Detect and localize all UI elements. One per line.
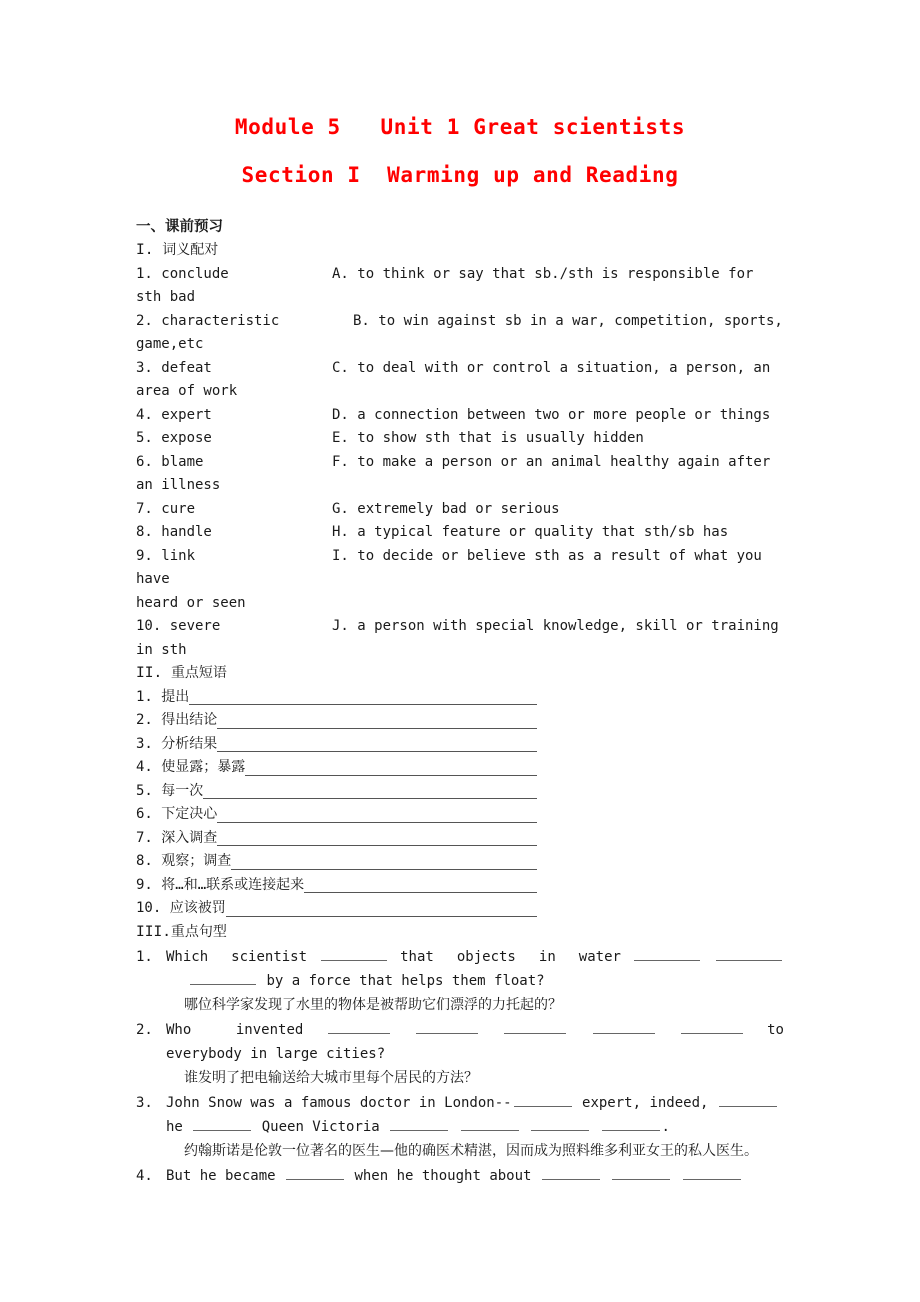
- matching-row: [136, 615, 784, 639]
- sentence-chinese: 哪位科学家发现了水里的物体是被帮助它们漂浮的力托起的？: [184, 997, 562, 1013]
- phrase-row: [136, 756, 537, 780]
- matching-definition-continuation: in sth: [136, 641, 187, 658]
- answer-blank[interactable]: [531, 1117, 589, 1131]
- sentence-item: [136, 945, 784, 1017]
- subsection-number-2: II.: [136, 665, 163, 681]
- phrase-label: 3. 分析结果: [136, 735, 218, 752]
- matching-term[interactable]: 4. expert: [136, 406, 212, 423]
- phrase-row: [136, 874, 537, 898]
- phrase-answer-blank[interactable]: [189, 704, 537, 705]
- phrase-answer-blank[interactable]: [245, 775, 537, 776]
- answer-blank[interactable]: [593, 1020, 655, 1034]
- phrase-exercise: [136, 686, 784, 921]
- phrase-answer-blank[interactable]: [217, 751, 537, 752]
- answer-blank[interactable]: [321, 947, 387, 961]
- subsection-heading-sentences: [136, 921, 784, 945]
- matching-definition-continuation: heard or seen: [136, 594, 246, 611]
- matching-term[interactable]: 2. characteristic: [136, 312, 280, 329]
- sentence-english-line[interactable]: by a force that helps them float?: [166, 969, 784, 993]
- matching-definition[interactable]: D. a connection between two or more people or things: [332, 406, 771, 423]
- phrase-label: 1. 提出: [136, 688, 190, 705]
- sentence-number: 2.: [136, 1022, 153, 1038]
- matching-exercise: [136, 263, 784, 663]
- sentence-number: 3.: [136, 1095, 153, 1111]
- answer-blank[interactable]: [683, 1166, 741, 1180]
- phrase-answer-blank[interactable]: [203, 798, 537, 799]
- matching-row: [136, 498, 784, 522]
- answer-blank[interactable]: [504, 1020, 566, 1034]
- subsection-label-1: 词义配对: [162, 242, 219, 258]
- matching-definition[interactable]: J. a person with special knowledge, skill or training: [332, 618, 779, 634]
- page-subtitle: Section I Warming up and Reading: [241, 163, 679, 187]
- answer-blank[interactable]: [193, 1117, 251, 1131]
- answer-blank[interactable]: [681, 1020, 743, 1034]
- phrase-answer-blank[interactable]: [217, 822, 537, 823]
- phrase-answer-blank[interactable]: [304, 892, 537, 893]
- phrase-row: [136, 709, 537, 733]
- matching-term[interactable]: 1. conclude: [136, 265, 229, 282]
- sentence-item: [136, 1164, 784, 1188]
- matching-definition[interactable]: F. to make a person or an animal healthy again after: [332, 453, 771, 470]
- matching-term[interactable]: 6. blame: [136, 453, 204, 470]
- matching-term[interactable]: 7. cure: [136, 500, 196, 517]
- phrase-row: [136, 686, 537, 710]
- matching-definition[interactable]: E. to show sth that is usually hidden: [332, 430, 644, 446]
- matching-term[interactable]: 8. handle: [136, 524, 212, 540]
- sentence-english-line[interactable]: everybody in large cities?: [166, 1046, 386, 1062]
- matching-row: [136, 357, 784, 381]
- sentence-english-line[interactable]: Which scientist that objects in water: [166, 945, 784, 969]
- matching-row: [136, 263, 784, 310]
- matching-row: [136, 427, 784, 451]
- phrase-label: 9. 将…和…联系或连接起来: [136, 876, 305, 893]
- matching-definition[interactable]: I. to decide or believe sth as a result of what you have: [136, 547, 762, 587]
- answer-blank[interactable]: [461, 1117, 519, 1131]
- phrase-label: 7. 深入调查: [136, 829, 218, 846]
- document-body: [136, 0, 784, 1188]
- matching-definition[interactable]: H. a typical feature or quality that sth/sb has: [332, 524, 729, 540]
- phrase-row: [136, 897, 537, 921]
- answer-blank[interactable]: [634, 947, 700, 961]
- answer-blank[interactable]: [190, 971, 256, 985]
- sentence-item: [136, 1018, 784, 1090]
- matching-definition-continuation: an illness: [136, 477, 221, 493]
- answer-blank[interactable]: [514, 1093, 572, 1107]
- matching-term[interactable]: 3. defeat: [136, 359, 212, 376]
- phrase-row: [136, 827, 537, 851]
- matching-term[interactable]: 5. expose: [136, 430, 212, 446]
- phrase-label: 2. 得出结论: [136, 712, 218, 728]
- section-heading-preview: 一、课前预习: [136, 219, 223, 235]
- phrase-row: [136, 780, 537, 804]
- title-block: [136, 0, 784, 190]
- phrase-answer-blank[interactable]: [226, 916, 537, 917]
- subsection-number-1: I.: [136, 242, 154, 258]
- matching-definition[interactable]: B. to win against sb in a war, competition, sports,: [353, 312, 783, 329]
- answer-blank[interactable]: [286, 1166, 344, 1180]
- matching-term[interactable]: 10. severe: [136, 618, 221, 634]
- answer-blank[interactable]: [328, 1020, 390, 1034]
- sentence-english-line[interactable]: Who invented to: [166, 1022, 784, 1038]
- matching-row: [136, 404, 784, 428]
- subsection-label-2: 重点短语: [170, 665, 227, 681]
- answer-blank[interactable]: [719, 1093, 777, 1107]
- subsection-heading-matching: [136, 239, 784, 263]
- answer-blank[interactable]: [542, 1166, 600, 1180]
- answer-blank[interactable]: [612, 1166, 670, 1180]
- matching-row: [136, 521, 784, 545]
- sentence-number: 4.: [136, 1168, 153, 1184]
- sentence-english-line[interactable]: But he became when he thought about: [166, 1164, 784, 1188]
- phrase-row: [136, 850, 537, 874]
- matching-row: [136, 545, 784, 592]
- sentence-chinese: 约翰斯诺是伦敦一位著名的医生—他的确医术精湛，因而成为照料维多利亚女王的私人医生。: [184, 1143, 758, 1159]
- answer-blank[interactable]: [416, 1020, 478, 1034]
- subsection-number-3: III.: [136, 923, 171, 940]
- phrase-row: [136, 733, 537, 757]
- matching-definition[interactable]: A. to think or say that sb./sth is responsible for sth bad: [136, 265, 754, 305]
- matching-row: [136, 310, 784, 334]
- sentence-english-line[interactable]: he Queen Victoria .: [166, 1119, 670, 1135]
- phrase-answer-blank[interactable]: [217, 845, 537, 846]
- sentence-number: 1.: [136, 949, 153, 965]
- matching-term[interactable]: 9. link: [136, 547, 196, 564]
- phrase-label: 8. 观察；调查: [136, 853, 232, 869]
- phrase-row: [136, 803, 537, 827]
- answer-blank[interactable]: [716, 947, 782, 961]
- sentence-item: [136, 1091, 784, 1163]
- matching-row: [136, 451, 784, 475]
- phrase-label: 10. 应该被罚: [136, 900, 226, 916]
- phrase-answer-blank[interactable]: [217, 728, 537, 729]
- page-title: Module 5 Unit 1 Great scientists: [234, 115, 686, 139]
- phrase-answer-blank[interactable]: [231, 869, 537, 870]
- matching-definition[interactable]: G. extremely bad or serious: [332, 500, 560, 517]
- phrase-label: 6. 下定决心: [136, 806, 218, 822]
- subsection-label-3: 重点句型: [170, 923, 227, 940]
- matching-definition[interactable]: C. to deal with or control a situation, a person, an: [332, 359, 771, 376]
- subsection-heading-phrases: [136, 662, 784, 686]
- phrase-label: 5. 每一次: [136, 782, 204, 799]
- phrase-label: 4. 使显露；暴露: [136, 759, 246, 775]
- sentence-exercise: [136, 945, 784, 1188]
- answer-blank[interactable]: [602, 1117, 660, 1131]
- matching-definition-continuation: area of work: [136, 383, 238, 399]
- sentence-english-line[interactable]: John Snow was a famous doctor in London-- expert, indeed,: [166, 1091, 784, 1115]
- answer-blank[interactable]: [390, 1117, 448, 1131]
- sentence-chinese: 谁发明了把电输送给大城市里每个居民的方法？: [184, 1070, 478, 1086]
- matching-definition-continuation: game,etc: [136, 336, 204, 352]
